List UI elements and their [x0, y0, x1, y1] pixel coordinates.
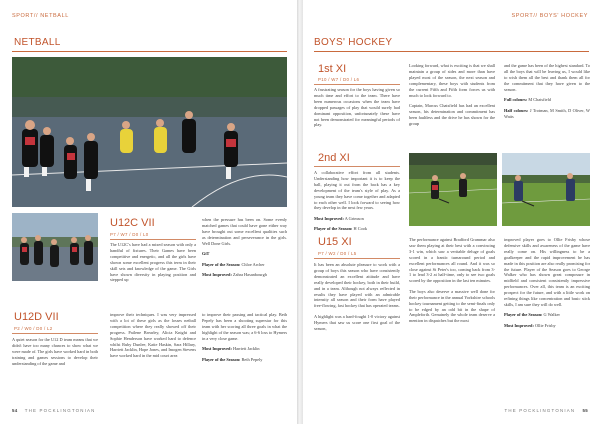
netball-team-photo — [12, 213, 98, 281]
u15-paragraph: It has been an absolute pleasure to work with a group of boys this season who have consistently demonstrated an excellent attitude and have really developed their hockey, both in their build, and in a team. Although not always reflected in results they have played with an admirable intensity all season and their form have played free-flowing, fast hockey that has operated teams. — [314, 262, 400, 309]
first-xi-column-3 — [504, 63, 590, 124]
first-xi-paragraph: A frustrating season for the boys having given so much time and effort to the team. There have been numerous occasions when the team have dropped passages of play that would surely had dominant opposition, unfortunately these have not been demonstrated for meaningful periods of play. — [314, 87, 400, 128]
section-rule — [12, 51, 287, 52]
u15-potp-label: Player of the Season: — [504, 312, 543, 318]
u12c-mip: Zahra Hasanbourgh — [232, 272, 267, 278]
u12d-column-3 — [202, 312, 287, 367]
hockey-second-xi-photo — [409, 153, 497, 226]
u12c-paragraph: The U12C's have had a mixed season with only a handful of fixtures. Their Games have been competitive and energetic, and all the girls have shown some excellent progress this term in their skill sets and knowledge of the game. The Girls have shown diversity in playing position and stepped up — [110, 242, 196, 283]
first-xi-paragraph: and the game has been of the highest standard. To all the boys that will be leaving us, I would like to wish them all the best and thank them all for the commitment that they have given to the season. — [504, 63, 590, 92]
u12c-mip-label: Most Improved: — [202, 272, 232, 278]
first-xi-title: 1st XI — [318, 63, 347, 75]
u12c-potp-label: Player of the Season: — [202, 261, 241, 267]
u15-paragraph: A highlight was a hard-fought 1-0 victory against Hymers that saw us score one first goal of the season, — [314, 313, 400, 331]
u12c-potp: Chloe Archer — [241, 261, 265, 267]
u15-mip-label: Most Improved: — [504, 322, 534, 328]
page-footer — [504, 408, 588, 413]
footer-title: THE POCKLINGTONIAN — [504, 408, 576, 413]
hockey-u15-photo — [502, 153, 590, 226]
u15-mip: Ollie Frisby — [534, 322, 556, 328]
page-number: 54 — [12, 408, 18, 413]
first-xi-full: M Chatsfield — [528, 97, 551, 103]
first-xi-column-1 — [314, 87, 400, 133]
second-xi-potp: H Cook — [353, 226, 368, 232]
u12d-mip-label: Most Improved: — [202, 346, 232, 352]
first-xi-paragraph: Captain, Marcus Chatsfield has had an excellent season, his determination and commitment has been faultless and the drive he has shown for the group — [409, 103, 495, 126]
u12c-paragraph: when the pressure has been on. Some evenly matched games that could have gone either way have brought out some excellent qualities such as determination and perseverance in the girls. Well Done Girls. — [202, 217, 287, 246]
u15-paragraph: The performance against Bradford Grammar also saw them playing at their best with a convincing 3-1 win, which saw a veritable deluge of goals scored in a frantic turnaround period and excellent performances all round. And it was so close against St Peter's too, coming back from 3-1 to lead 3-2 at half-time, only to see two goals scored by the opposition in the last ten minutes. — [409, 237, 495, 284]
first-xi-column-2 — [409, 63, 495, 131]
u12c-column-2 — [202, 217, 287, 283]
first-xi-half: J Trotman, M Smith, D Oliver, W Watts — [504, 107, 590, 119]
u12c-rule — [110, 239, 196, 240]
section-tag: SPORT// NETBALL — [12, 13, 69, 19]
u12d-record: P2 / W0 / D0 / L2 — [14, 326, 53, 331]
u12c-column-1 — [110, 242, 196, 288]
section-rule — [314, 51, 589, 52]
u15-rule — [314, 258, 400, 259]
first-xi-record: P10 / W7 / D0 / L6 — [318, 77, 360, 82]
section-title: NETBALL — [14, 37, 61, 48]
u12d-potp-label: Player of the Season: — [202, 356, 241, 362]
second-xi-potp-label: Player of the Season: — [314, 226, 353, 232]
u12d-paragraph: improve their techniques. I was very impressed with a lot of these girls as the losses netball competition where they really showed off their progress. Pailene Brearley, Alicia Knight and Sophie Henderson have worked hard to defence whilst Ruby Dunlee, Katie Haskin, Sara Hillary, Harriett Jacklin, Hope Jones, and Imogen Stevens have worked hard in the mid court area — [110, 312, 196, 359]
u12d-paragraph: A quiet season for the U12 D team means that we didn't have too many chances to show what we were made of. The girls have worked hard in both training and games sessions to develop their understanding of the game and — [12, 337, 98, 366]
u12d-potp: Beth Pepely — [241, 356, 263, 362]
u15-record: P7 / W2 / D0 / L5 — [318, 251, 357, 256]
section-tag: SPORT// BOYS' HOCKEY — [511, 13, 588, 19]
u12d-column-1 — [12, 337, 98, 371]
left-page — [0, 0, 297, 424]
u12d-mip: Harriett Jacklin — [232, 346, 260, 352]
u12d-title: U12D VII — [14, 311, 59, 323]
page-number: 55 — [582, 408, 588, 413]
first-xi-rule — [314, 84, 400, 85]
second-xi-mip-label: Most Improved: — [314, 215, 344, 221]
page-footer — [12, 408, 96, 413]
u15-column-1 — [314, 262, 400, 336]
u12d-column-2 — [110, 312, 196, 364]
netball-match-photo — [12, 57, 287, 207]
u15-column-2 — [409, 237, 495, 329]
u12d-paragraph: to improve their passing and tactical play. Beth Pepely has been a shooting superstar for this team with her scoring all three goals in what the highlight of the season was; a 6-6 loss to Hymers in a very close game. — [202, 312, 287, 341]
u12c-record: P7 / W7 / D0 / L0 — [110, 232, 149, 237]
second-xi-title: 2nd XI — [318, 152, 350, 164]
second-xi-mip: A Grimson — [344, 215, 364, 221]
u15-paragraph: The boys also deserve a massive well done for their performance in the annual Yorkshire schools hockey tournament getting to the semi-finals only to be edged by an odd bit in the shape of Ampleforth. Genuinely the whole team deserve a mention in dispatches but the most — [409, 288, 495, 324]
first-xi-paragraph: Looking forward, what is exciting is that we shall maintain a group of sides and more than have played most of the season, the next season and complementary, these boys with students from the current Fifth and Fifth form forces us with much to look forward to. — [409, 63, 495, 98]
u15-potp: G Walker — [543, 312, 560, 318]
second-xi-column-1 — [314, 170, 400, 237]
first-xi-full-label: Full colours: — [504, 97, 528, 103]
u12c-title: U12C VII — [110, 217, 155, 229]
footer-title: THE POCKLINGTONIAN — [24, 408, 96, 413]
u12c-git: GiT — [202, 251, 210, 257]
second-xi-rule — [314, 166, 400, 167]
u15-paragraph: improved player goes to Ollie Frisby whose defensive skills and awareness of the game have really come on. His willingness to be a goalkeeper and the rapid improvement he has made in this position are also really promising for the future. Player of the Season goes to George Walker who has shown great composure in midfield and consistent consistently impressive performances. Over all, this team is an exciting prospect for the future, and with a little work on refining things like concentration and basic stick skills, I am sure they will do well. — [504, 237, 590, 307]
u15-column-3 — [504, 237, 590, 333]
section-title: BOYS' HOCKEY — [314, 37, 393, 48]
right-page — [303, 0, 600, 424]
second-xi-paragraph: A collaborative effort from all students. Understanding how important it is to keep the ball, playing it out from the back has a key development of the team's style of play. As a young team they have come together and adapted to each other well. I look forward to seeing how they develop in the next few years. — [314, 170, 400, 211]
u15-title: U15 XI — [318, 236, 352, 248]
first-xi-half-label: Half colours: — [504, 107, 529, 113]
u12d-rule — [12, 333, 98, 334]
